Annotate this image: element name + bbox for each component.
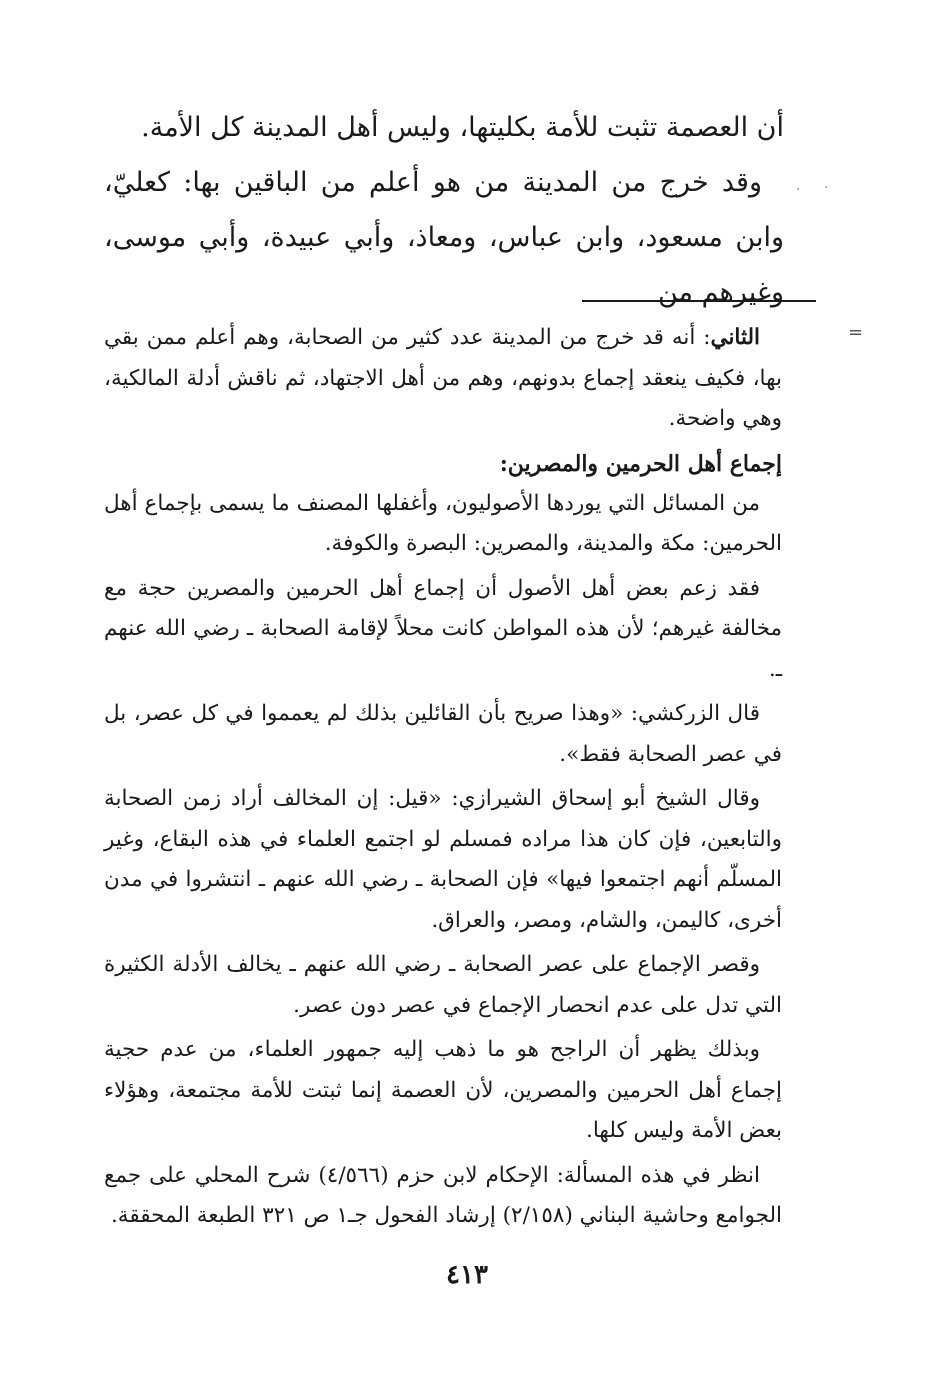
footnote-paragraph-3: فقد زعم بعض أهل الأصول أن إجماع أهل الحرمين والمصرين حجة مع مخالفة غيرهم؛ لأن هذه المواطن كانت محلاً لإقامة الصحابة ـ رضي الله عنهم ـ. (104, 575, 782, 682)
main-text (104, 100, 784, 320)
footnote-paragraph-5: وقال الشيخ أبو إسحاق الشيرازي: «قيل: إن المخالف أراد زمن الصحابة والتابعين، فإن كان هذا مراده فمسلم لو اجتمع العلماء في هذه البقاع، وغير المسلّم أنهم اجتمعوا فيها» فإن الصحابة ـ رضي الله عنهم ـ انتشروا في مدن أخرى، كاليمن، والشام، ومصر، والعراق. (104, 786, 782, 933)
scan-speck: · (824, 180, 829, 196)
footnote-paragraph-7: وبذلك يظهر أن الراجح هو ما ذهب إليه جمهور العلماء، من عدم حجية إجماع أهل الحرمين والمصرين، لأن العصمة إنما ثبتت للأمة مجتمعة، وهؤلاء بعض الأمة وليس كلها. (104, 1037, 782, 1143)
footnote-paragraph-8: انظر في هذه المسألة: الإحكام لابن حزم (٤/٥٦٦) شرح المحلي على جمع الجوامع وحاشية البناني (٢/١٥٨) إرشاد الفحول جـ١ ص ٣٢١ الطبعة المحققة. (104, 1162, 782, 1228)
page-number: ٤١٣ (446, 1260, 488, 1290)
main-text-line-1: أن العصمة تثبت للأمة بكليتها، وليس أهل المدينة كل الأمة. (141, 112, 784, 143)
footnote-separator-rule (582, 300, 816, 302)
scan-speck: · (796, 182, 801, 198)
footnote-block (104, 318, 782, 1241)
footnote-paragraph-1 (104, 318, 782, 440)
main-text-paragraph-2: وقد خرج من المدينة من هو أعلم من الباقين بها: كعليّ، وابن مسعود، وابن عباس، ومعاذ، وأبي عبيدة، وأبي موسى، وغيرهم من (104, 167, 784, 308)
footnote-paragraph-1-text: : أنه قد خرج من المدينة عدد كثير من الصحابة، وهم أعلم ممن بقي بها، فكيف ينعقد إجماع بدونهم، وهم من أهل الاجتهاد، ثم ناقش أدلة المالكية، وهي واضحة. (104, 325, 782, 431)
footnote-continuation-marker: = (848, 322, 864, 343)
footnote-paragraph-4: قال الزركشي: «وهذا صريح بأن القائلين بذلك لم يعمموا في كل عصر، بل في عصر الصحابة فقط». (104, 701, 782, 767)
footnote-lead-word: الثاني (710, 325, 760, 350)
footnote-paragraph-2: من المسائل التي يوردها الأصوليون، وأغفلها المصنف ما يسمى بإجماع أهل الحرمين: مكة والمدينة، والمصرين: البصرة والكوفة. (104, 490, 782, 556)
footnote-section-heading: إجماع أهل الحرمين والمصرين: (499, 450, 782, 477)
footnote-paragraph-6: وقصر الإجماع على عصر الصحابة ـ رضي الله عنهم ـ يخالف الأدلة الكثيرة التي تدل على عدم انحصار الإجماع في عصر دون عصر. (104, 952, 782, 1018)
